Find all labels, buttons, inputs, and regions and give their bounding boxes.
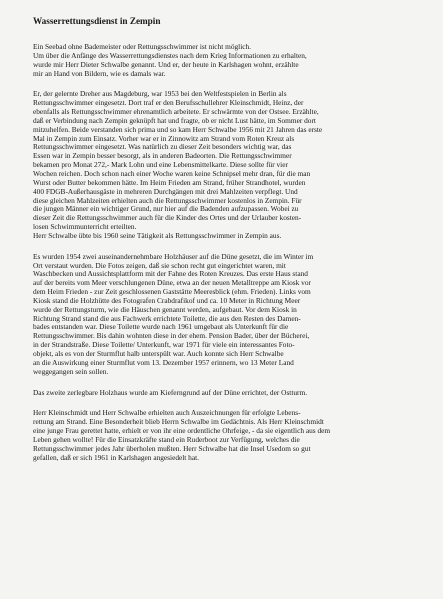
text-line: Rettungsschwimmer eingesetzt. Dort traf er den Berufsschullehrer Kleinschmidt, Heinz, der [33,98,304,108]
text-line: Leben gehen wollte! Für die Einsatzkräfte stand ein Ruderboot zur Verfügung, welches die [33,434,300,444]
text-line: wurde der Rettungsturm, wie die Häuschen genannt werden, aufgebaut. Vor dem Kiosk in [33,304,297,314]
text-line: in der Strandstraße. Diese Toilette/ Unterkunft, war 1971 für viele ein interessantes Foto- [33,340,295,350]
text-line: Wochen reichen. Doch schon nach einer Woche waren keine Schnipsel mehr dran, für die man [33,168,311,178]
text-line: Ein Seebad ohne Bademeister oder Rettungsschwimmer ist nicht möglich. [33,42,252,51]
text-line: Richtung Strand stand die aus Fachwerk errichtete Toilette, die aus den Resten des Damen- [33,313,301,323]
text-line: daß er Verbindung nach Zempin geknüpft hat und fragte, ob er nicht Lust hätte, im Sommer dort [33,115,316,125]
paragraph [33,43,427,78]
text-line: Wurst oder Butter bekommen hätte. Im Heim Frieden am Strand, früher Strandhotel, wurden [33,177,306,187]
text-line: gefallen, daß er sich 1961 in Karlshagen angesiedelt hat. [33,452,199,462]
text-line: bekamen pro Monat 272,- Mark Lohn und eine Lebensmittelkarte. Diese sollte für vier [33,160,288,170]
text-line: Das zweite zerlegbare Holzhaus wurde am Kieferngrund auf der Düne errichtet, der Ostturm. [33,387,308,397]
text-line: Ort verstaut wurden. Die Fotos zeigen, daß sie schon recht gut eingerichtet waren, mit [33,260,286,270]
text-line: wurde mir Herr Dieter Schwalbe genannt. Und er, der heute in Karlshagen wohnt, erzählte [33,59,299,69]
text-line: Er, der gelernte Dreher aus Magdeburg, war 1953 bei den Weltfestspielen in Berlin als [33,89,287,99]
text-line: rettung am Strand. Eine Besonderheit blieb Herrn Schwalbe im Gedächtnis. Als Herr Kleinschmidt [33,417,324,427]
text-line: mir an Hand von Bildern, wie es damals war. [33,68,166,78]
document-body [33,43,427,462]
text-line: ebenfalls als Rettungsschwimmer ehrenamtlich arbeitete. Er schwärmte von der Ostsee. Erzählte, [33,107,319,117]
text-line: Herr Schwalbe übte bis 1960 seine Tätigkeit als Rettungsschwimmer in Zempin aus. [33,230,282,240]
text-line: Herr Kleinschmidt und Herr Schwalbe erhielten auch Auszeichnungen für erfolgte Lebens- [33,408,301,418]
text-line: Rettungsschwimmer jedes Jahr überholen mußten. Herr Schwalbe hat die Insel Usedom so gut [33,443,311,453]
text-line: mitzuhelfen. Beide verstanden sich prima und so kam Herr Schwalbe 1956 mit 21 Jahren das erste [33,124,323,134]
paragraph [33,389,427,398]
text-line: objekt, als es von der Sturmflut halb unterspült war. Auch konnte sich Herr Schwalbe [33,349,284,358]
text-line: Essen war in Zempin besser besorgt, als in anderen Badeorten. Die Rettungsschwimmer [33,151,292,161]
text-line: Rettungsschwimmer. Bis dahin wohnten diese in der ehem. Pension Bader, über der Bücherei, [33,331,310,341]
text-line: die jungen Männer ein wichtiger Grund, nur hier auf die Badenden aufzupassen. Wobei zu [33,204,299,214]
text-line: auf der bereits vom Meer verschlungenen Düne, etwa an der neuen Metalltreppe am Kiosk vor [33,278,311,288]
text-line: diese gleichen Mahlzeiten erhielten auch die Rettungsschwimmer kostenlos in Zempin. Für [33,195,302,205]
text-line: weggegangen sein sollen. [33,366,109,376]
text-line: an die Auswirkung einer Sturmflut vom 13. Dezember 1957 erinnern, wo 13 Meter Land [33,357,294,367]
text-line: Mal in Zempin zum Einsatz. Vorher war er in Zinnowitz am Strand vom Roten Kreuz als [33,133,295,143]
text-line: Um über die Anfänge des Wasserrettungsdienstes nach dem Krieg Informationen zu erhalten, [33,50,307,60]
text-line: 400 FDGB-Außerhausgäste in mehreren Durchgängen mit drei Mahlzeiten verpflegt. Und [33,186,298,196]
paragraph [33,253,427,377]
text-line: dem Heim Frieden - zur Zeit geschlossenen Gaststätte Meeresblick (ehm. Frieden). Links vom [33,287,311,297]
document-title: Wasserrettungsdienst in Zempin [33,16,161,26]
text-line: Rettungsschwimmer eingesetzt. Was natürlich zu dieser Zeit besonders wichtig war, das [33,142,292,152]
text-line: dieser Zeit die Rettungsschwimmer auch für die Kinder des Ortes und der Urlauber kosten- [33,213,302,223]
text-line: eine junge Frau gerettet hatte, erhielt er von ihr eine ordentliche Ohrfeige, - da sie eigentlich aus dem [33,426,331,436]
paragraph [33,90,427,240]
text-line: bades entstanden war. Diese Toilette wurde nach 1961 umgebaut als Unterkunft für die [33,322,289,332]
text-line: Kiosk stand die Holzhütte des Fotografen Crabdrafikof und ca. 10 Meter in Richtung Meer [33,295,301,305]
text-line: Es wurden 1954 zwei auseinandernehmbare Holzhäuser auf die Düne gesetzt, die im Winter im [33,251,314,261]
text-line: Waschbecken und Aussichtsplattform mit der Fahne des Roten Kreuzes. Das erste Haus stand [33,269,308,279]
text-line: losen Schwimmunterricht erteilten. [33,222,137,232]
paragraph [33,409,427,462]
